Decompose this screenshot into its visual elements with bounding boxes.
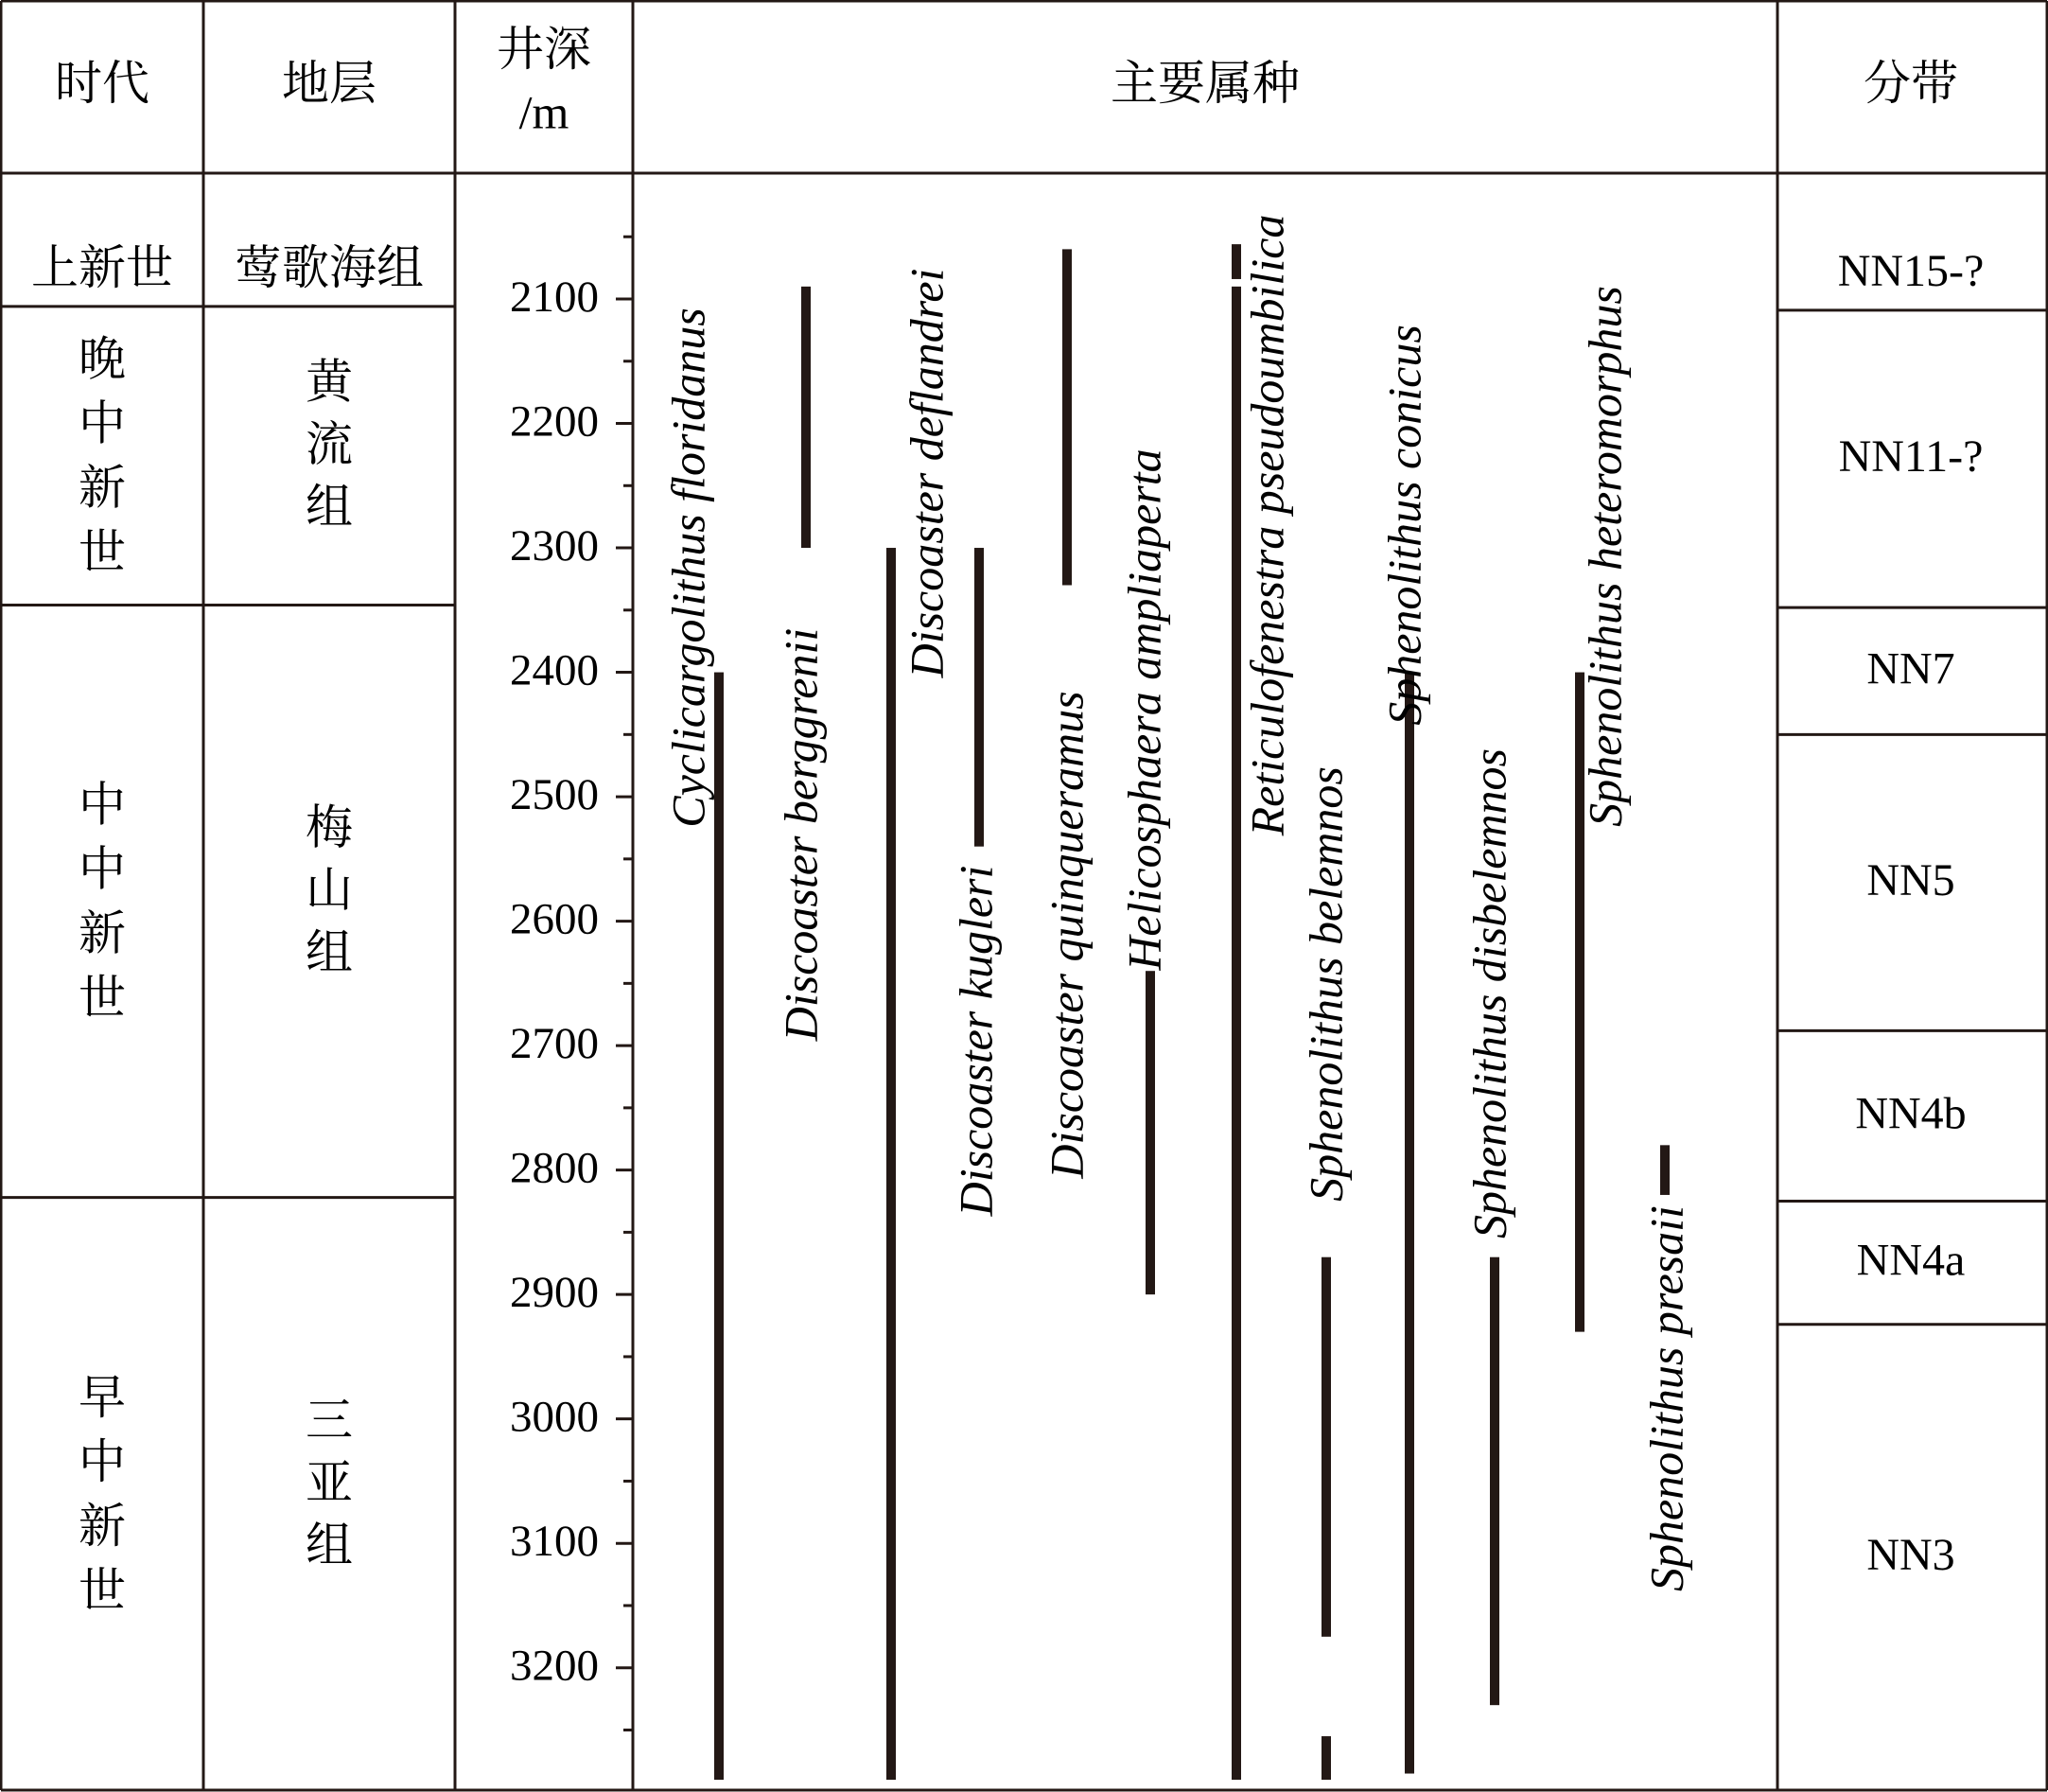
era-label: 晚中新世 xyxy=(79,331,126,580)
formation-label: 莺歌海组 xyxy=(235,240,424,296)
species-range-bars xyxy=(714,244,1670,1780)
range-bar xyxy=(1146,971,1155,1294)
formation-label: 三亚组 xyxy=(306,1392,353,1572)
range-bar xyxy=(1062,249,1072,585)
depth-tick-label: 3100 xyxy=(510,1516,599,1566)
zone-label: NN15-? xyxy=(1837,246,1985,297)
header-strata: 地层 xyxy=(282,56,376,111)
depth-tick-label: 2200 xyxy=(510,396,599,447)
formation-column xyxy=(203,240,455,1572)
zone-label: NN4b xyxy=(1855,1088,1967,1139)
header-species: 主要属种 xyxy=(1111,56,1300,111)
depth-tick-label: 2400 xyxy=(510,645,599,695)
formation-label: 黄流组 xyxy=(306,354,353,535)
zone-label: NN5 xyxy=(1866,854,1955,905)
range-bar xyxy=(974,548,984,847)
depth-tick-label: 2800 xyxy=(510,1143,599,1193)
era-column xyxy=(1,240,203,1618)
depth-tick-label: 3000 xyxy=(510,1392,599,1442)
depth-tick-label: 2300 xyxy=(510,520,599,571)
era-label: 早中新世 xyxy=(79,1369,126,1618)
range-bar xyxy=(1322,1736,1331,1780)
depth-tick-label: 3200 xyxy=(510,1641,599,1691)
zone-label: NN11-? xyxy=(1838,431,1984,483)
species-labels xyxy=(661,215,1692,1591)
range-bar xyxy=(1660,1145,1670,1195)
species-label: Sphenolithus disbelemnos xyxy=(1462,747,1516,1239)
species-label: Discoaster kugleri xyxy=(949,865,1003,1217)
range-bar xyxy=(1322,1257,1331,1637)
range-bar xyxy=(886,548,896,1780)
species-label: Sphenolithus belemnos xyxy=(1299,766,1353,1202)
header-depth-unit: /m xyxy=(518,85,569,139)
species-label: Discoaster quinqueramus xyxy=(1040,691,1094,1179)
species-label: Discoaster deflandrei xyxy=(900,268,954,678)
depth-tick-label: 2500 xyxy=(510,769,599,819)
depth-tick-label: 2600 xyxy=(510,894,599,944)
species-label: Discoaster berggrenii xyxy=(774,627,828,1042)
era-label: 上新世 xyxy=(31,240,173,296)
header-row xyxy=(55,22,1958,138)
range-bar xyxy=(1405,673,1414,1774)
header-zone: 分带 xyxy=(1864,56,1958,111)
depth-tick-label: 2100 xyxy=(510,272,599,322)
era-label: 中中新世 xyxy=(79,777,126,1026)
formation-label: 梅山组 xyxy=(306,799,353,980)
range-bar xyxy=(1490,1257,1499,1705)
zone-label: NN7 xyxy=(1866,643,1955,694)
depth-tick-label: 2700 xyxy=(510,1018,599,1068)
header-era: 时代 xyxy=(55,56,149,111)
species-label: Sphenolithus heteromorphus xyxy=(1578,286,1632,827)
zone-column xyxy=(1777,246,2047,1580)
species-label: Reticulofenestra pseudoumbilica xyxy=(1240,214,1294,836)
zone-label: NN4a xyxy=(1856,1235,1966,1286)
species-label: Helicosphaera ampliaperta xyxy=(1117,448,1171,971)
depth-tick-label: 2900 xyxy=(510,1267,599,1317)
depth-axis xyxy=(510,237,633,1730)
range-bar xyxy=(714,673,724,1781)
species-label: Sphenolithus conicus xyxy=(1377,325,1431,726)
zone-label: NN3 xyxy=(1866,1529,1955,1580)
species-label: Cyclicargolithus floridanus xyxy=(661,307,715,828)
header-depth: 井深 xyxy=(497,22,591,77)
range-bar xyxy=(801,287,811,548)
species-label: Sphenolithus presaii xyxy=(1639,1205,1693,1591)
